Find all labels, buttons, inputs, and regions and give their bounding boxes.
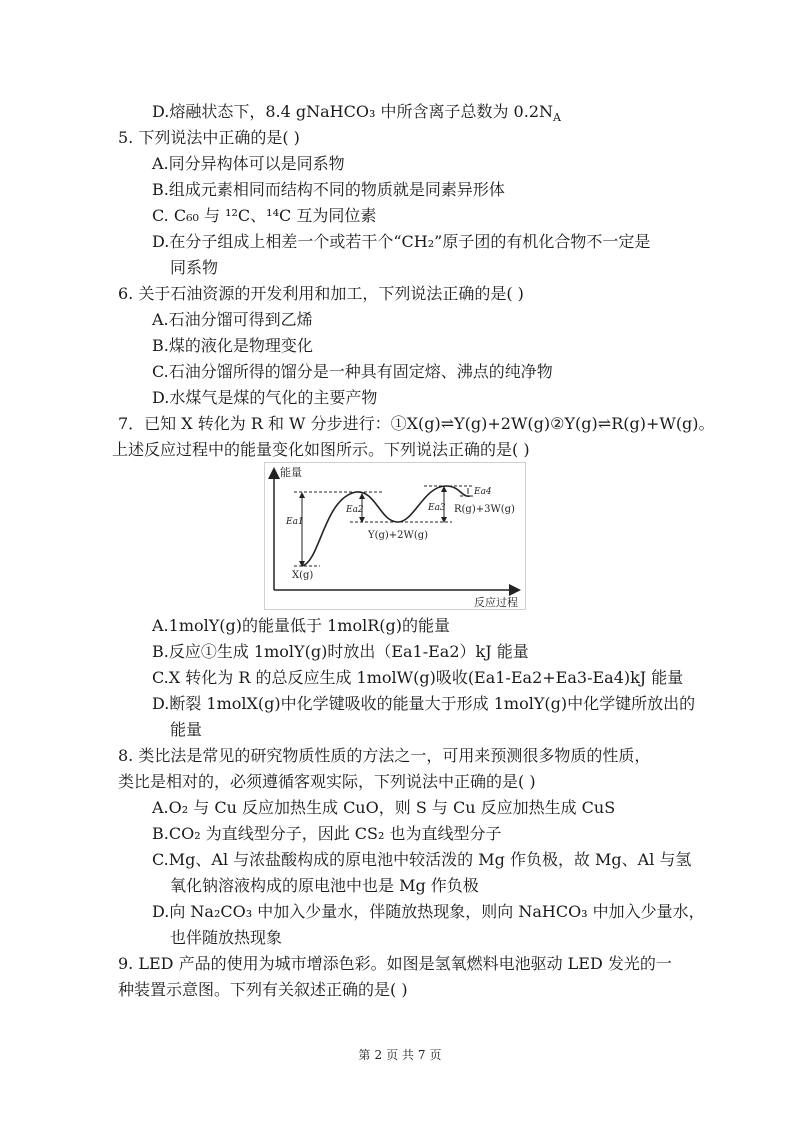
y-species-label: Y(g)+2W(g) <box>368 530 429 541</box>
q5-option-d: D.在分子组成上相差一个或若干个“CH₂”原子团的有机化合物不一定是 <box>152 232 651 251</box>
q7-option-d-cont: 能量 <box>170 720 203 739</box>
ea2-label: Ea2 <box>346 505 364 515</box>
energy-diagram <box>264 462 526 610</box>
q6-option-c: C.石油分馏所得的馏分是一种具有固定熔、沸点的纯净物 <box>152 362 553 381</box>
q8-option-a: A.O₂ 与 Cu 反应加热生成 CuO，则 S 与 Cu 反应加热生成 CuS <box>152 798 616 817</box>
q6-option-a: A.石油分馏可得到乙烯 <box>152 310 313 329</box>
question-7: 7．已知 X 转化为 R 和 W 分步进行：①X(g)⇌Y(g)+2W(g)②Y(g)⇌R(g)+W(g)。 <box>118 414 715 433</box>
question-5: 5. 下列说法中正确的是( ) <box>118 128 300 147</box>
question-8-cont: 类比是相对的，必须遵循客观实际，下列说法中正确的是( ) <box>118 772 536 791</box>
q7-option-c: C.X 转化为 R 的总反应生成 1molW(g)吸收(Ea1-Ea2+Ea3-Ea4)kJ 能量 <box>152 668 684 687</box>
q8-option-c-cont: 氧化钠溶液构成的原电池中也是 Mg 作负极 <box>170 876 479 895</box>
page-footer: 第 2 页 共 7 页 <box>358 1048 442 1062</box>
question-6: 6. 关于石油资源的开发利用和加工，下列说法正确的是( ) <box>118 284 524 303</box>
question-8: 8. 类比法是常见的研究物质性质的方法之一，可用来预测很多物质的性质， <box>118 746 651 765</box>
q7-option-d: D.断裂 1molX(g)中化学键吸收的能量大于形成 1molY(g)中化学键所放出的 <box>152 694 696 713</box>
q7-option-b: B.反应①生成 1molY(g)时放出（Ea1-Ea2）kJ 能量 <box>152 642 529 661</box>
y-axis-label: 能量 <box>280 466 302 479</box>
q8-option-b: B.CO₂ 为直线型分子，因此 CS₂ 也为直线型分子 <box>152 824 502 843</box>
x-axis-label: 反应过程 <box>474 596 518 609</box>
q5-option-d-cont: 同系物 <box>170 258 219 277</box>
question-9-cont: 种装置示意图。下列有关叙述正确的是( ) <box>118 980 408 999</box>
q8-option-d: D.向 Na₂CO₃ 中加入少量水，伴随放热现象，则向 NaHCO₃ 中加入少量水， <box>152 902 705 921</box>
q6-option-b: B.煤的液化是物理变化 <box>152 336 313 355</box>
question-9: 9. LED 产品的使用为城市增添色彩。如图是氢氧燃料电池驱动 LED 发光的一 <box>118 954 672 973</box>
q4-option-d: D.熔融状态下，8.4 gNaHCO₃ 中所含离子总数为 $0.2N_A$ <box>152 102 561 125</box>
energy-diagram-svg <box>264 462 526 610</box>
question-7-cont: 上述反应过程中的能量变化如图所示。下列说法正确的是( ) <box>112 440 530 459</box>
q7-option-a: A.1molY(g)的能量低于 1molR(g)的能量 <box>152 616 450 635</box>
r-species-label: R(g)+3W(g) <box>454 504 515 515</box>
q5-option-a: A.同分异构体可以是同系物 <box>152 154 345 173</box>
x-species-label: X(g) <box>292 570 314 581</box>
ea3-label: Ea3 <box>428 503 446 513</box>
ea4-label: Ea4 <box>474 487 492 497</box>
q5-option-c: C. C₆₀ 与 ¹²C、¹⁴C 互为同位素 <box>152 206 377 225</box>
q5-option-b: B.组成元素相同而结构不同的物质就是同素异形体 <box>152 180 505 199</box>
q8-option-c: C.Mg、Al 与浓盐酸构成的原电池中较活泼的 Mg 作负极，故 Mg、Al 与氢 <box>152 850 692 869</box>
page-total: 7 <box>417 1048 426 1062</box>
energy-curve <box>302 486 470 566</box>
page-number: 2 <box>374 1048 383 1062</box>
q6-option-d: D.水煤气是煤的气化的主要产物 <box>152 388 378 407</box>
ea1-label: Ea1 <box>286 517 304 527</box>
q8-option-d-cont: 也伴随放热现象 <box>170 928 283 947</box>
